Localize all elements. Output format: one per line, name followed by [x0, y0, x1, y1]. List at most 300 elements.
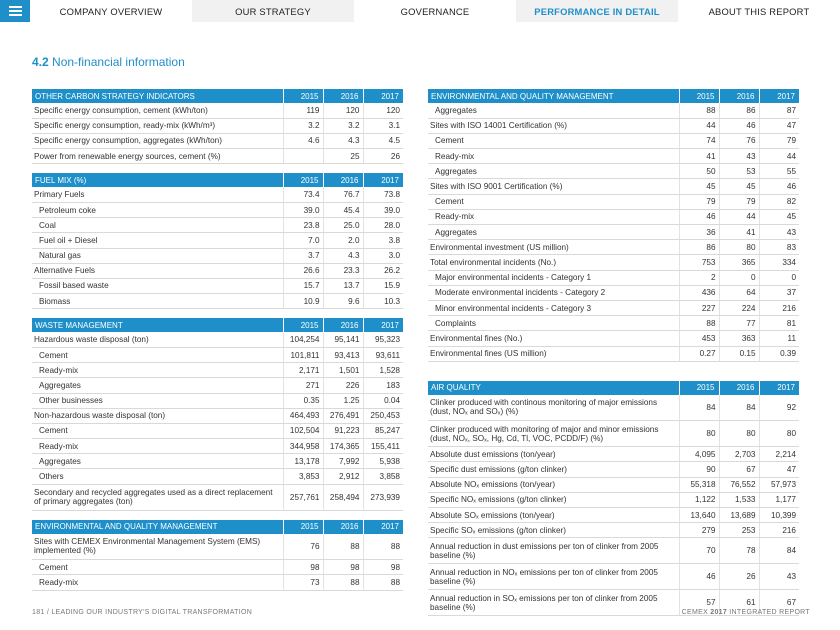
- table-row: [428, 179, 799, 194]
- value-cell: 0.39: [759, 346, 799, 361]
- footer-report-prefix: CEMEX: [681, 609, 711, 616]
- year-header: 2015: [283, 520, 323, 534]
- table-row: [32, 393, 403, 408]
- year-header: 2017: [363, 318, 403, 332]
- table-row: [428, 300, 799, 315]
- value-cell: 13,640: [679, 507, 719, 522]
- value-cell: 273,939: [363, 484, 403, 510]
- table-header-row: [428, 89, 799, 103]
- table-row: [428, 194, 799, 209]
- page-title: [32, 55, 185, 69]
- row-label: Fossil based waste: [32, 278, 283, 293]
- table-row: [32, 454, 403, 469]
- hamburger-menu-icon[interactable]: [0, 0, 30, 22]
- row-label: Total environmental incidents (No.): [428, 255, 679, 270]
- table-row: [428, 285, 799, 300]
- value-cell: 26: [719, 564, 759, 590]
- value-cell: 2: [679, 270, 719, 285]
- table-row: [32, 469, 403, 484]
- value-cell: 98: [323, 560, 363, 575]
- table-row: [428, 149, 799, 164]
- year-header: 2017: [363, 520, 403, 534]
- value-cell: 44: [759, 149, 799, 164]
- value-cell: 4,095: [679, 447, 719, 462]
- year-header: 2015: [679, 381, 719, 395]
- value-cell: 28.0: [363, 218, 403, 233]
- table-row: [32, 439, 403, 454]
- table-row: [32, 484, 403, 510]
- row-label: Clinker produced with continous monitoring of major emissions (dust, NOₓ and SOₓ) (%): [428, 395, 679, 421]
- value-cell: 47: [759, 462, 799, 477]
- table-title: WASTE MANAGEMENT: [32, 318, 283, 332]
- value-cell: 2,912: [323, 469, 363, 484]
- value-cell: 226: [323, 378, 363, 393]
- table-row: [428, 492, 799, 507]
- value-cell: 0.27: [679, 346, 719, 361]
- value-cell: 77: [719, 316, 759, 331]
- value-cell: 95,323: [363, 332, 403, 347]
- table-header-row: [32, 89, 403, 103]
- row-label: Aggregates: [428, 103, 679, 118]
- value-cell: 45: [679, 179, 719, 194]
- value-cell: 80: [679, 421, 719, 447]
- row-label: Sites with CEMEX Environmental Management System (EMS) implemented (%): [32, 534, 283, 560]
- value-cell: 73: [283, 575, 323, 590]
- value-cell: 86: [679, 240, 719, 255]
- value-cell: 15.9: [363, 278, 403, 293]
- value-cell: 436: [679, 285, 719, 300]
- value-cell: 1,528: [363, 363, 403, 378]
- row-label: Complaints: [428, 316, 679, 331]
- value-cell: 25: [323, 149, 363, 164]
- value-cell: 88: [363, 534, 403, 560]
- table-row: [32, 187, 403, 202]
- row-label: Aggregates: [32, 378, 283, 393]
- section-number: 4.2: [32, 55, 49, 69]
- row-label: Aggregates: [32, 454, 283, 469]
- table-row: [428, 225, 799, 240]
- table-row: [32, 378, 403, 393]
- table-header-row: [32, 520, 403, 534]
- table-row: [32, 118, 403, 133]
- tab-governance[interactable]: GOVERNANCE: [354, 0, 516, 22]
- waste-management-table: [32, 318, 403, 510]
- value-cell: 13.7: [323, 278, 363, 293]
- value-cell: 80: [759, 421, 799, 447]
- row-label: Specific energy consumption, aggregates (kWh/ton): [32, 133, 283, 148]
- table-row: [428, 209, 799, 224]
- row-label: Specific NOₓ emissions (g/ton clinker): [428, 492, 679, 507]
- value-cell: 253: [719, 523, 759, 538]
- year-header: 2016: [323, 520, 363, 534]
- section-title: Non-financial information: [52, 55, 185, 69]
- value-cell: 753: [679, 255, 719, 270]
- table-row: [428, 523, 799, 538]
- value-cell: 3.8: [363, 233, 403, 248]
- tab-performance-in-detail[interactable]: PERFORMANCE IN DETAIL: [516, 0, 678, 22]
- value-cell: 53: [719, 164, 759, 179]
- left-column: [32, 89, 403, 591]
- value-cell: 26.2: [363, 263, 403, 278]
- value-cell: 78: [719, 538, 759, 564]
- value-cell: 84: [679, 395, 719, 421]
- row-label: Ready-mix: [32, 363, 283, 378]
- row-label: Environmental investment (US million): [428, 240, 679, 255]
- carbon-table: [32, 89, 403, 164]
- row-label: Cement: [32, 423, 283, 438]
- value-cell: 80: [719, 421, 759, 447]
- table-row: [428, 240, 799, 255]
- table-row: [428, 538, 799, 564]
- value-cell: 23.3: [323, 263, 363, 278]
- table-row: [428, 447, 799, 462]
- value-cell: 57: [679, 590, 719, 616]
- air-quality-table: [428, 381, 799, 617]
- row-label: Cement: [428, 133, 679, 148]
- value-cell: 88: [679, 316, 719, 331]
- top-navigation: [0, 0, 840, 22]
- value-cell: 83: [759, 240, 799, 255]
- value-cell: 79: [719, 194, 759, 209]
- table-row: [32, 218, 403, 233]
- table-row: [428, 346, 799, 361]
- year-header: 2016: [719, 381, 759, 395]
- value-cell: 365: [719, 255, 759, 270]
- value-cell: 344,958: [283, 439, 323, 454]
- value-cell: 39.0: [283, 202, 323, 217]
- table-row: [428, 316, 799, 331]
- value-cell: 10.3: [363, 294, 403, 309]
- table-row: [428, 164, 799, 179]
- value-cell: 174,365: [323, 439, 363, 454]
- row-label: Absolute NOₓ emissions (ton/year): [428, 477, 679, 492]
- table-row: [32, 263, 403, 278]
- value-cell: 93,611: [363, 347, 403, 362]
- row-label: Coal: [32, 218, 283, 233]
- table-row: [32, 133, 403, 148]
- year-header: 2015: [283, 173, 323, 187]
- value-cell: 45: [719, 179, 759, 194]
- row-label: Major environmental incidents - Category 1: [428, 270, 679, 285]
- value-cell: 1,177: [759, 492, 799, 507]
- table-row: [32, 248, 403, 263]
- row-label: Specific energy consumption, ready-mix (kWh/m³): [32, 118, 283, 133]
- year-header: 2017: [363, 89, 403, 103]
- value-cell: 3.2: [323, 118, 363, 133]
- value-cell: 0.04: [363, 393, 403, 408]
- value-cell: 3.7: [283, 248, 323, 263]
- value-cell: 88: [363, 575, 403, 590]
- footer-page-label: 181 / LEADING OUR INDUSTRY'S DIGITAL TRANSFORMATION: [32, 609, 253, 616]
- table-title: AIR QUALITY: [428, 381, 679, 395]
- value-cell: 279: [679, 523, 719, 538]
- env-management-left-table: [32, 520, 403, 591]
- value-cell: 13,178: [283, 454, 323, 469]
- value-cell: 7,992: [323, 454, 363, 469]
- value-cell: 224: [719, 300, 759, 315]
- value-cell: 1.25: [323, 393, 363, 408]
- footer-report-label: [682, 609, 810, 616]
- table-row: [32, 294, 403, 309]
- table-row: [428, 103, 799, 118]
- table-row: [32, 332, 403, 347]
- table-row: [428, 395, 799, 421]
- env-management-right-table: [428, 89, 799, 362]
- value-cell: 15.7: [283, 278, 323, 293]
- value-cell: 76: [719, 133, 759, 148]
- value-cell: 1,122: [679, 492, 719, 507]
- value-cell: 183: [363, 378, 403, 393]
- value-cell: 87: [759, 103, 799, 118]
- row-label: Cement: [32, 347, 283, 362]
- value-cell: 67: [719, 462, 759, 477]
- value-cell: 57,973: [759, 477, 799, 492]
- value-cell: 9.6: [323, 294, 363, 309]
- value-cell: 1,501: [323, 363, 363, 378]
- row-label: Primary Fuels: [32, 187, 283, 202]
- value-cell: 11: [759, 331, 799, 346]
- value-cell: 43: [759, 564, 799, 590]
- row-label: Specific dust emissions (g/ton clinker): [428, 462, 679, 477]
- value-cell: 50: [679, 164, 719, 179]
- row-label: Others: [32, 469, 283, 484]
- value-cell: 37: [759, 285, 799, 300]
- table-row: [32, 575, 403, 590]
- tab-our-strategy[interactable]: OUR STRATEGY: [192, 0, 354, 22]
- value-cell: 2,703: [719, 447, 759, 462]
- value-cell: 88: [679, 103, 719, 118]
- row-label: Ready-mix: [428, 149, 679, 164]
- value-cell: 47: [759, 118, 799, 133]
- value-cell: 464,493: [283, 408, 323, 423]
- value-cell: 84: [759, 538, 799, 564]
- value-cell: 2.0: [323, 233, 363, 248]
- tab-company-overview[interactable]: COMPANY OVERVIEW: [30, 0, 192, 22]
- value-cell: 79: [679, 194, 719, 209]
- row-label: Cement: [428, 194, 679, 209]
- row-label: Ready-mix: [32, 575, 283, 590]
- table-header-row: [32, 318, 403, 332]
- value-cell: 91,223: [323, 423, 363, 438]
- value-cell: 3.0: [363, 248, 403, 263]
- table-row: [428, 564, 799, 590]
- value-cell: 3.1: [363, 118, 403, 133]
- row-label: Cement: [32, 560, 283, 575]
- row-label: Moderate environmental incidents - Category 2: [428, 285, 679, 300]
- table-row: [428, 331, 799, 346]
- table-row: [32, 534, 403, 560]
- value-cell: 61: [719, 590, 759, 616]
- table-title: ENVIRONMENTAL AND QUALITY MANAGEMENT: [428, 89, 679, 103]
- value-cell: 1,533: [719, 492, 759, 507]
- value-cell: 98: [283, 560, 323, 575]
- value-cell: 363: [719, 331, 759, 346]
- value-cell: 3,853: [283, 469, 323, 484]
- row-label: Annual reduction in dust emissions per ton of clinker from 2005 baseline (%): [428, 538, 679, 564]
- value-cell: 2,171: [283, 363, 323, 378]
- value-cell: 5,938: [363, 454, 403, 469]
- year-header: 2016: [323, 89, 363, 103]
- table-row: [32, 278, 403, 293]
- value-cell: 4.6: [283, 133, 323, 148]
- value-cell: 90: [679, 462, 719, 477]
- value-cell: 45: [759, 209, 799, 224]
- row-label: Non-hazardous waste disposal (ton): [32, 408, 283, 423]
- value-cell: 55: [759, 164, 799, 179]
- table-title: OTHER CARBON STRATEGY INDICATORS: [32, 89, 283, 103]
- value-cell: 0: [719, 270, 759, 285]
- value-cell: 3,858: [363, 469, 403, 484]
- value-cell: 81: [759, 316, 799, 331]
- table-row: [428, 462, 799, 477]
- value-cell: 88: [323, 575, 363, 590]
- table-title: ENVIRONMENTAL AND QUALITY MANAGEMENT: [32, 520, 283, 534]
- table-header-row: [32, 173, 403, 187]
- year-header: 2017: [759, 381, 799, 395]
- row-label: Annual reduction in NOₓ emissions per ton of clinker from 2005 baseline (%): [428, 564, 679, 590]
- value-cell: 46: [719, 118, 759, 133]
- value-cell: 80: [719, 240, 759, 255]
- row-label: Sites with ISO 9001 Certification (%): [428, 179, 679, 194]
- value-cell: 2,214: [759, 447, 799, 462]
- value-cell: 84: [719, 395, 759, 421]
- value-cell: 258,494: [323, 484, 363, 510]
- table-title: FUEL MIX (%): [32, 173, 283, 187]
- value-cell: 44: [719, 209, 759, 224]
- value-cell: 41: [719, 225, 759, 240]
- row-label: Alternative Fuels: [32, 263, 283, 278]
- value-cell: 216: [759, 523, 799, 538]
- value-cell: 73.8: [363, 187, 403, 202]
- row-label: Absolute SOₓ emissions (ton/year): [428, 507, 679, 522]
- value-cell: 4.3: [323, 133, 363, 148]
- value-cell: 155,411: [363, 439, 403, 454]
- value-cell: 10.9: [283, 294, 323, 309]
- value-cell: 39.0: [363, 202, 403, 217]
- value-cell: 13,689: [719, 507, 759, 522]
- value-cell: 227: [679, 300, 719, 315]
- row-label: Minor environmental incidents - Category 3: [428, 300, 679, 315]
- fuel-mix-table: [32, 173, 403, 309]
- value-cell: 23.8: [283, 218, 323, 233]
- value-cell: 44: [679, 118, 719, 133]
- value-cell: 3.2: [283, 118, 323, 133]
- row-label: Ready-mix: [428, 209, 679, 224]
- value-cell: 79: [759, 133, 799, 148]
- row-label: Sites with ISO 14001 Certification (%): [428, 118, 679, 133]
- value-cell: 82: [759, 194, 799, 209]
- table-row: [32, 149, 403, 164]
- value-cell: 4.3: [323, 248, 363, 263]
- table-row: [428, 118, 799, 133]
- value-cell: 95,141: [323, 332, 363, 347]
- value-cell: 10,399: [759, 507, 799, 522]
- value-cell: 271: [283, 378, 323, 393]
- value-cell: 216: [759, 300, 799, 315]
- value-cell: 36: [679, 225, 719, 240]
- value-cell: 276,491: [323, 408, 363, 423]
- table-row: [428, 421, 799, 447]
- table-row: [428, 133, 799, 148]
- value-cell: 102,504: [283, 423, 323, 438]
- footer-report-year: 2017: [710, 609, 728, 616]
- table-row: [32, 423, 403, 438]
- year-header: 2017: [363, 173, 403, 187]
- value-cell: 55,318: [679, 477, 719, 492]
- value-cell: 85,247: [363, 423, 403, 438]
- value-cell: 93,413: [323, 347, 363, 362]
- value-cell: 98: [363, 560, 403, 575]
- value-cell: 73.4: [283, 187, 323, 202]
- row-label: Annual reduction in SOₓ emissions per ton of clinker from 2005 baseline (%): [428, 590, 679, 616]
- row-label: Biomass: [32, 294, 283, 309]
- value-cell: 46: [679, 209, 719, 224]
- table-row: [428, 255, 799, 270]
- value-cell: 104,254: [283, 332, 323, 347]
- row-label: Environmental fines (US million): [428, 346, 679, 361]
- value-cell: 250,453: [363, 408, 403, 423]
- value-cell: 101,811: [283, 347, 323, 362]
- table-row: [32, 202, 403, 217]
- value-cell: 453: [679, 331, 719, 346]
- tab-about-this-report[interactable]: ABOUT THIS REPORT: [678, 0, 840, 22]
- value-cell: 43: [759, 225, 799, 240]
- table-header-row: [428, 381, 799, 395]
- table-row: [428, 270, 799, 285]
- table-row: [32, 560, 403, 575]
- value-cell: 88: [323, 534, 363, 560]
- value-cell: 26.6: [283, 263, 323, 278]
- value-cell: 334: [759, 255, 799, 270]
- value-cell: 86: [719, 103, 759, 118]
- year-header: 2015: [283, 89, 323, 103]
- value-cell: 64: [719, 285, 759, 300]
- value-cell: 92: [759, 395, 799, 421]
- value-cell: 74: [679, 133, 719, 148]
- right-column: [428, 89, 799, 616]
- value-cell: 26: [363, 149, 403, 164]
- table-row: [32, 103, 403, 118]
- row-label: Ready-mix: [32, 439, 283, 454]
- table-row: [32, 347, 403, 362]
- footer-report-suffix: INTEGRATED REPORT: [727, 609, 810, 616]
- year-header: 2016: [719, 89, 759, 103]
- value-cell: 119: [283, 103, 323, 118]
- row-label: Environmental fines (No.): [428, 331, 679, 346]
- value-cell: [283, 149, 323, 164]
- value-cell: 41: [679, 149, 719, 164]
- value-cell: 120: [363, 103, 403, 118]
- table-row: [32, 363, 403, 378]
- row-label: Secondary and recycled aggregates used as a direct replacement of primary aggregates (ton): [32, 484, 283, 510]
- year-header: 2016: [323, 173, 363, 187]
- year-header: 2017: [759, 89, 799, 103]
- value-cell: 43: [719, 149, 759, 164]
- row-label: Aggregates: [428, 225, 679, 240]
- value-cell: 4.5: [363, 133, 403, 148]
- value-cell: 76,552: [719, 477, 759, 492]
- row-label: Other businesses: [32, 393, 283, 408]
- value-cell: 0: [759, 270, 799, 285]
- value-cell: 70: [679, 538, 719, 564]
- value-cell: 0.15: [719, 346, 759, 361]
- table-row: [428, 507, 799, 522]
- row-label: Natural gas: [32, 248, 283, 263]
- value-cell: 7.0: [283, 233, 323, 248]
- row-label: Power from renewable energy sources, cement (%): [32, 149, 283, 164]
- value-cell: 76: [283, 534, 323, 560]
- value-cell: 120: [323, 103, 363, 118]
